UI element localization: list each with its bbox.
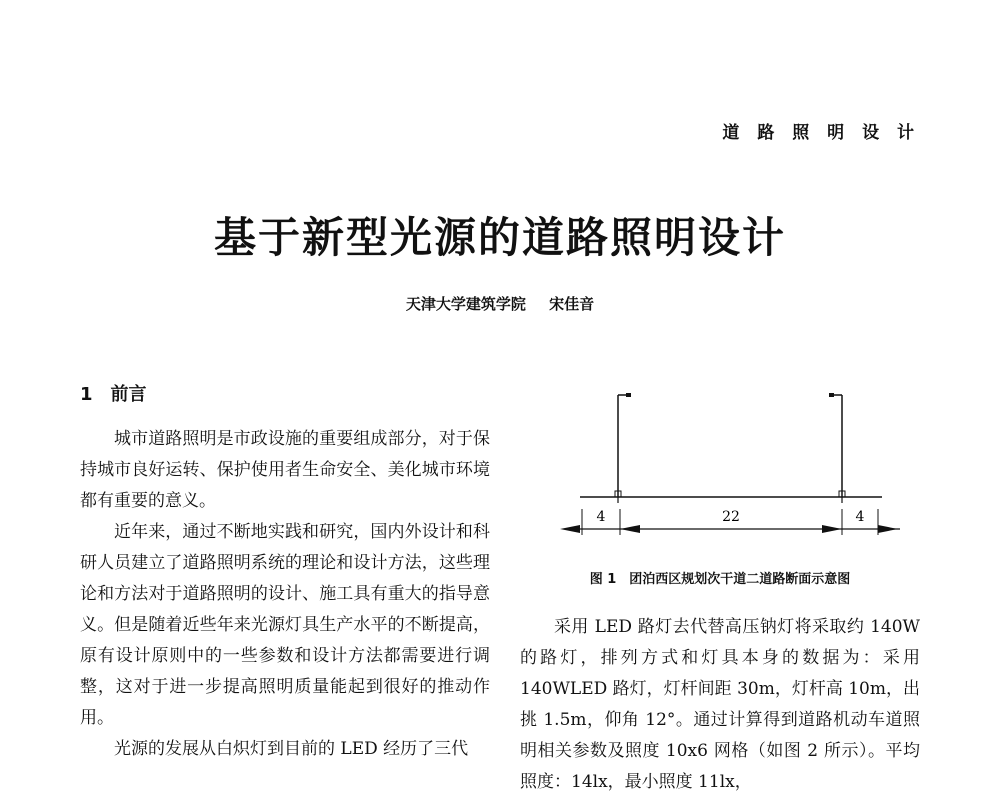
- right-column-text: [520, 612, 920, 798]
- author: 宋佳音: [549, 295, 595, 313]
- section-heading: [80, 380, 490, 406]
- section-number: 1: [80, 384, 93, 405]
- running-header: 道 路 照 明 设 计: [722, 123, 920, 143]
- right-column: [520, 385, 920, 585]
- road-section-diagram: [520, 385, 920, 555]
- right-street-lamp: [829, 393, 845, 497]
- paragraph-1: 城市道路照明是市政设施的重要组成部分，对于保持城市良好运转、保护使用者生命安全、美化城市环境都有重要的意义。: [80, 429, 490, 511]
- paragraph-3: 光源的发展从白炽灯到目前的 LED 经历了三代: [114, 739, 469, 759]
- paragraph-right: 采用 LED 路灯去代替高压钠灯将采取约 140W 的路灯，排列方式和灯具本身的数据为：采用 140WLED 路灯，灯杆间距 30m，灯杆高 10m，出挑 1.5m，仰角 12°。通过计算得到道路机动车道照明相关参数及照度 10x6 网格（如图 2 所示）。平均照度：14lx，最小照度 11lx，: [520, 617, 920, 792]
- left-street-lamp: [615, 393, 631, 497]
- paragraph-2: 近年来，通过不断地实践和研究，国内外设计和科研人员建立了道路照明系统的理论和设计方法，这些理论和方法对于道路照明的设计、施工具有重大的指导意义。但是随着近些年来光源灯具生产水平的不断提高，原有设计原则中的一些参数和设计方法都需要进行调整，这对于进一步提高照明质量能起到很好的推动作用。: [80, 522, 490, 728]
- dimension-middle: 22: [722, 509, 740, 525]
- byline: [0, 293, 1000, 314]
- section-title: 前言: [110, 384, 147, 405]
- figure-1: [520, 385, 920, 585]
- affiliation: 天津大学建筑学院: [405, 295, 526, 313]
- figure-caption: 图 1 团泊西区规划次干道二道路断面示意图: [589, 572, 851, 587]
- dimension-right: 4: [855, 509, 865, 525]
- dimension-left: 4: [596, 509, 606, 525]
- article-title: 基于新型光源的道路照明设计: [213, 213, 786, 262]
- road-surface: [580, 497, 882, 503]
- left-column: [80, 380, 490, 765]
